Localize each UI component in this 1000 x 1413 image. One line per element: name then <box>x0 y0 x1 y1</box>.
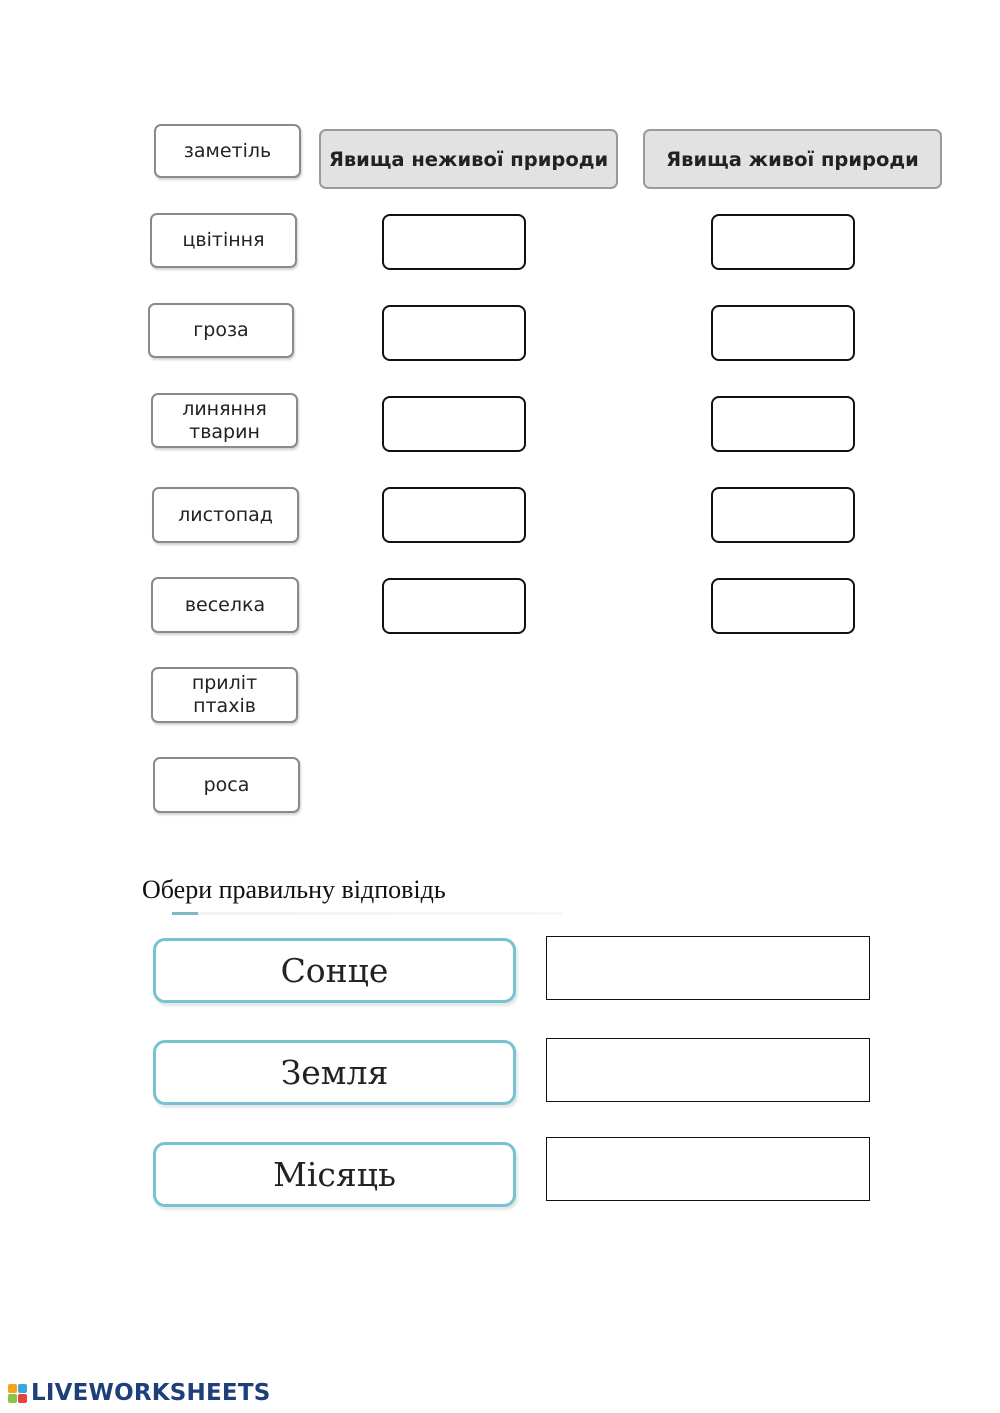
word-card-hroza[interactable]: гроза <box>148 303 294 358</box>
question-divider <box>172 912 562 915</box>
word-card-lynyannia-tvaryn[interactable]: линяння тварин <box>151 393 298 448</box>
answer-box-3[interactable] <box>546 1137 870 1201</box>
liveworksheets-brand <box>8 1380 270 1406</box>
word-card-rosa[interactable]: роса <box>153 757 300 813</box>
drop-box-living-2[interactable] <box>711 305 855 361</box>
drop-box-nonliving-3[interactable] <box>382 396 526 452</box>
word-card-veselka[interactable]: веселка <box>151 577 299 633</box>
column-header-living: Явища живої природи <box>643 129 942 189</box>
logo-square-1 <box>8 1384 17 1393</box>
answer-box-1[interactable] <box>546 936 870 1000</box>
brand-name: LIVEWORKSHEETS <box>31 1380 271 1406</box>
answer-box-2[interactable] <box>546 1038 870 1102</box>
word-card-zametil[interactable]: заметіль <box>154 124 301 178</box>
logo-square-4 <box>18 1394 27 1403</box>
drop-box-living-4[interactable] <box>711 487 855 543</box>
liveworksheets-logo-icon <box>8 1384 27 1403</box>
drop-box-nonliving-1[interactable] <box>382 214 526 270</box>
drop-box-living-1[interactable] <box>711 214 855 270</box>
option-card-misiats[interactable]: Місяць <box>153 1142 516 1207</box>
word-card-tsvitinnia[interactable]: цвітіння <box>150 213 297 268</box>
logo-square-3 <box>8 1394 17 1403</box>
drop-box-living-5[interactable] <box>711 578 855 634</box>
option-card-zemlia[interactable]: Земля <box>153 1040 516 1105</box>
word-card-prylit-ptakhiv[interactable]: приліт птахів <box>151 667 298 723</box>
drop-box-nonliving-2[interactable] <box>382 305 526 361</box>
question-title: Обери правильну відповідь <box>142 875 446 904</box>
logo-square-2 <box>18 1384 27 1393</box>
drop-box-nonliving-5[interactable] <box>382 578 526 634</box>
option-card-sontse[interactable]: Сонце <box>153 938 516 1003</box>
word-card-lystopad[interactable]: листопад <box>152 487 299 543</box>
column-header-nonliving: Явища неживої природи <box>319 129 618 189</box>
drop-box-living-3[interactable] <box>711 396 855 452</box>
drop-box-nonliving-4[interactable] <box>382 487 526 543</box>
